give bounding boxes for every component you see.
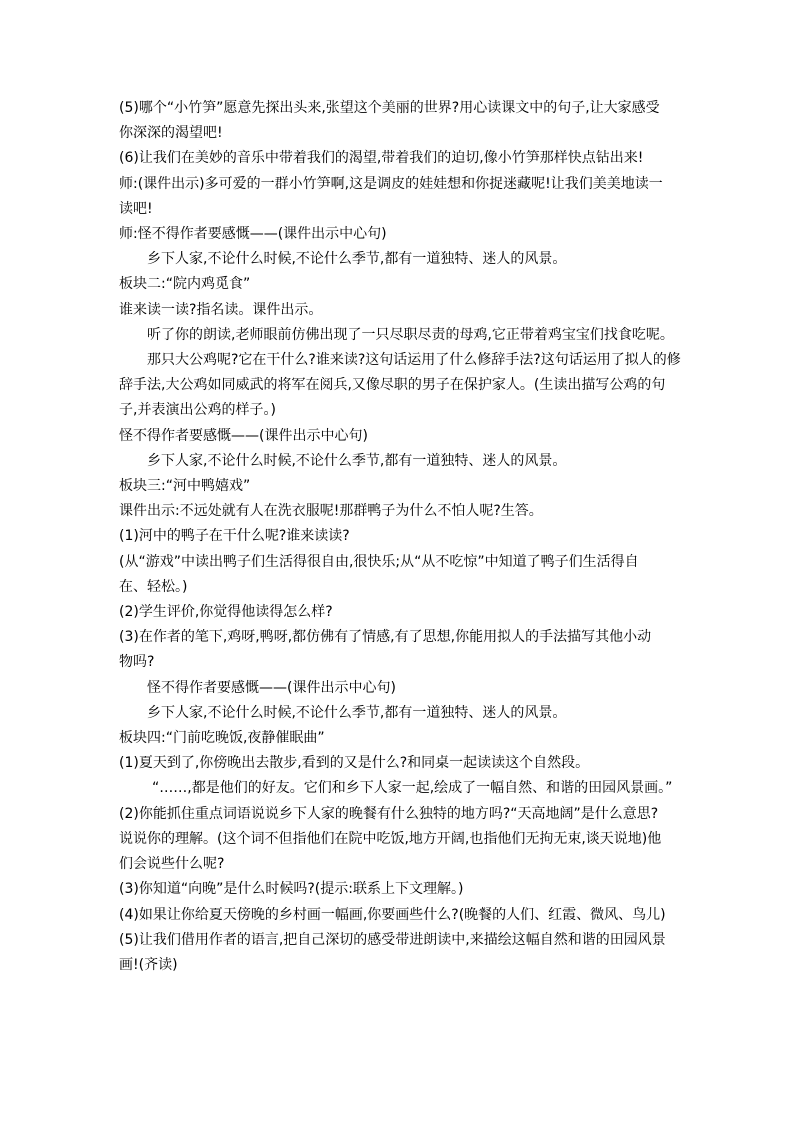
- text-line: 在、轻松。): [119, 578, 188, 595]
- text-line: 子,并表演出公鸡的样子。): [119, 402, 276, 419]
- central-sentence: 乡下人家,不论什么时候,不论什么季节,都有一道独特、迷人的风景。: [147, 704, 567, 721]
- text-line: (从“游戏”中读出鸭子们生活得很自由,很快乐;从“从不吃惊”中知道了鸭子们生活得自: [119, 553, 639, 570]
- text-line: 画!(齐读): [119, 956, 178, 973]
- text-line: 师:怪不得作者要感慨——(课件出示中心句): [119, 226, 387, 243]
- text-line: (4)如果让你给夏天傍晚的乡村画一幅画,你要画些什么?(晚餐的人们、红霞、微风、鸟儿): [119, 906, 666, 923]
- text-line: (3)你知道“向晚”是什么时候吗?(提示:联系上下文理解。): [119, 881, 464, 898]
- text-line: 师:(课件出示)多可爱的一群小竹笋啊,这是调皮的娃娃想和你捉迷藏呢!让我们美美地读一: [119, 175, 663, 192]
- text-line: 你深深的渴望吧!: [119, 125, 223, 142]
- text-line: 读吧!: [119, 200, 153, 217]
- section-heading: 板块二:“院内鸡觅食”: [119, 276, 251, 293]
- text-line: 辞手法,大公鸡如同威武的将军在阅兵,又像尽职的男子在保护家人。(生读出描写公鸡的句: [119, 377, 666, 394]
- text-line: (5)哪个“小竹笋”愿意先探出头来,张望这个美丽的世界?用心读课文中的句子,让大家感受: [119, 100, 660, 116]
- central-sentence: 乡下人家,不论什么时候,不论什么季节,都有一道独特、迷人的风景。: [147, 251, 567, 268]
- text-line: 物吗?: [119, 654, 155, 671]
- text-line: 说说你的理解。(这个词不但指他们在院中吃饭,地方开阔,也指他们无拘无束,谈天说地)他: [119, 830, 662, 847]
- lesson-plan-text: [119, 96, 679, 978]
- text-line: (1)夏天到了,你傍晚出去散步,看到的又是什么?和同桌一起读读这个自然段。: [119, 755, 590, 772]
- text-line: (2)学生评价,你觉得他读得怎么样?: [119, 604, 333, 621]
- section-heading: 板块三:“河中鸭嬉戏”: [119, 478, 251, 495]
- text-line: (2)你能抓住重点词语说说乡下人家的晚餐有什么独特的地方吗?“天高地阔”是什么意思?: [119, 805, 659, 822]
- text-line: (6)让我们在美妙的音乐中带着我们的渴望,带着我们的迫切,像小竹笋那样快点钻出来!: [119, 150, 644, 167]
- text-line: 课件出示:不远处就有人在洗衣服呢!那群鸭子为什么不怕人呢?生答。: [119, 503, 543, 520]
- quoted-passage: “……,都是他们的好友。它们和乡下人家一起,绘成了一幅自然、和谐的田园风景画。”: [152, 780, 673, 797]
- text-line: (3)在作者的笔下,鸡呀,鸭呀,都仿佛有了情感,有了思想,你能用拟人的手法描写其他小动: [119, 629, 652, 646]
- central-sentence: 乡下人家,不论什么时候,不论什么季节,都有一道独特、迷人的风景。: [147, 452, 567, 469]
- text-line: 谁来读一读?指名读。课件出示。: [119, 301, 323, 318]
- text-line: 们会说些什么呢?: [119, 856, 225, 873]
- section-heading: 板块四:“门前吃晚饭,夜静催眠曲”: [119, 730, 325, 747]
- text-line: 怪不得作者要感慨——(课件出示中心句): [147, 679, 396, 696]
- text-line: 怪不得作者要感慨——(课件出示中心句): [119, 427, 368, 444]
- text-line: (5)让我们借用作者的语言,把自己深切的感受带进朗读中,来描绘这幅自然和谐的田园风景: [119, 931, 666, 948]
- text-line: 那只大公鸡呢?它在干什么?谁来读?这句话运用了什么修辞手法?这句话运用了拟人的修: [147, 352, 681, 369]
- text-line: 听了你的朗读,老师眼前仿佛出现了一只尽职尽责的母鸡,它正带着鸡宝宝们找食吃呢。: [147, 326, 674, 343]
- text-line: (1)河中的鸭子在干什么呢?谁来读读?: [119, 528, 350, 545]
